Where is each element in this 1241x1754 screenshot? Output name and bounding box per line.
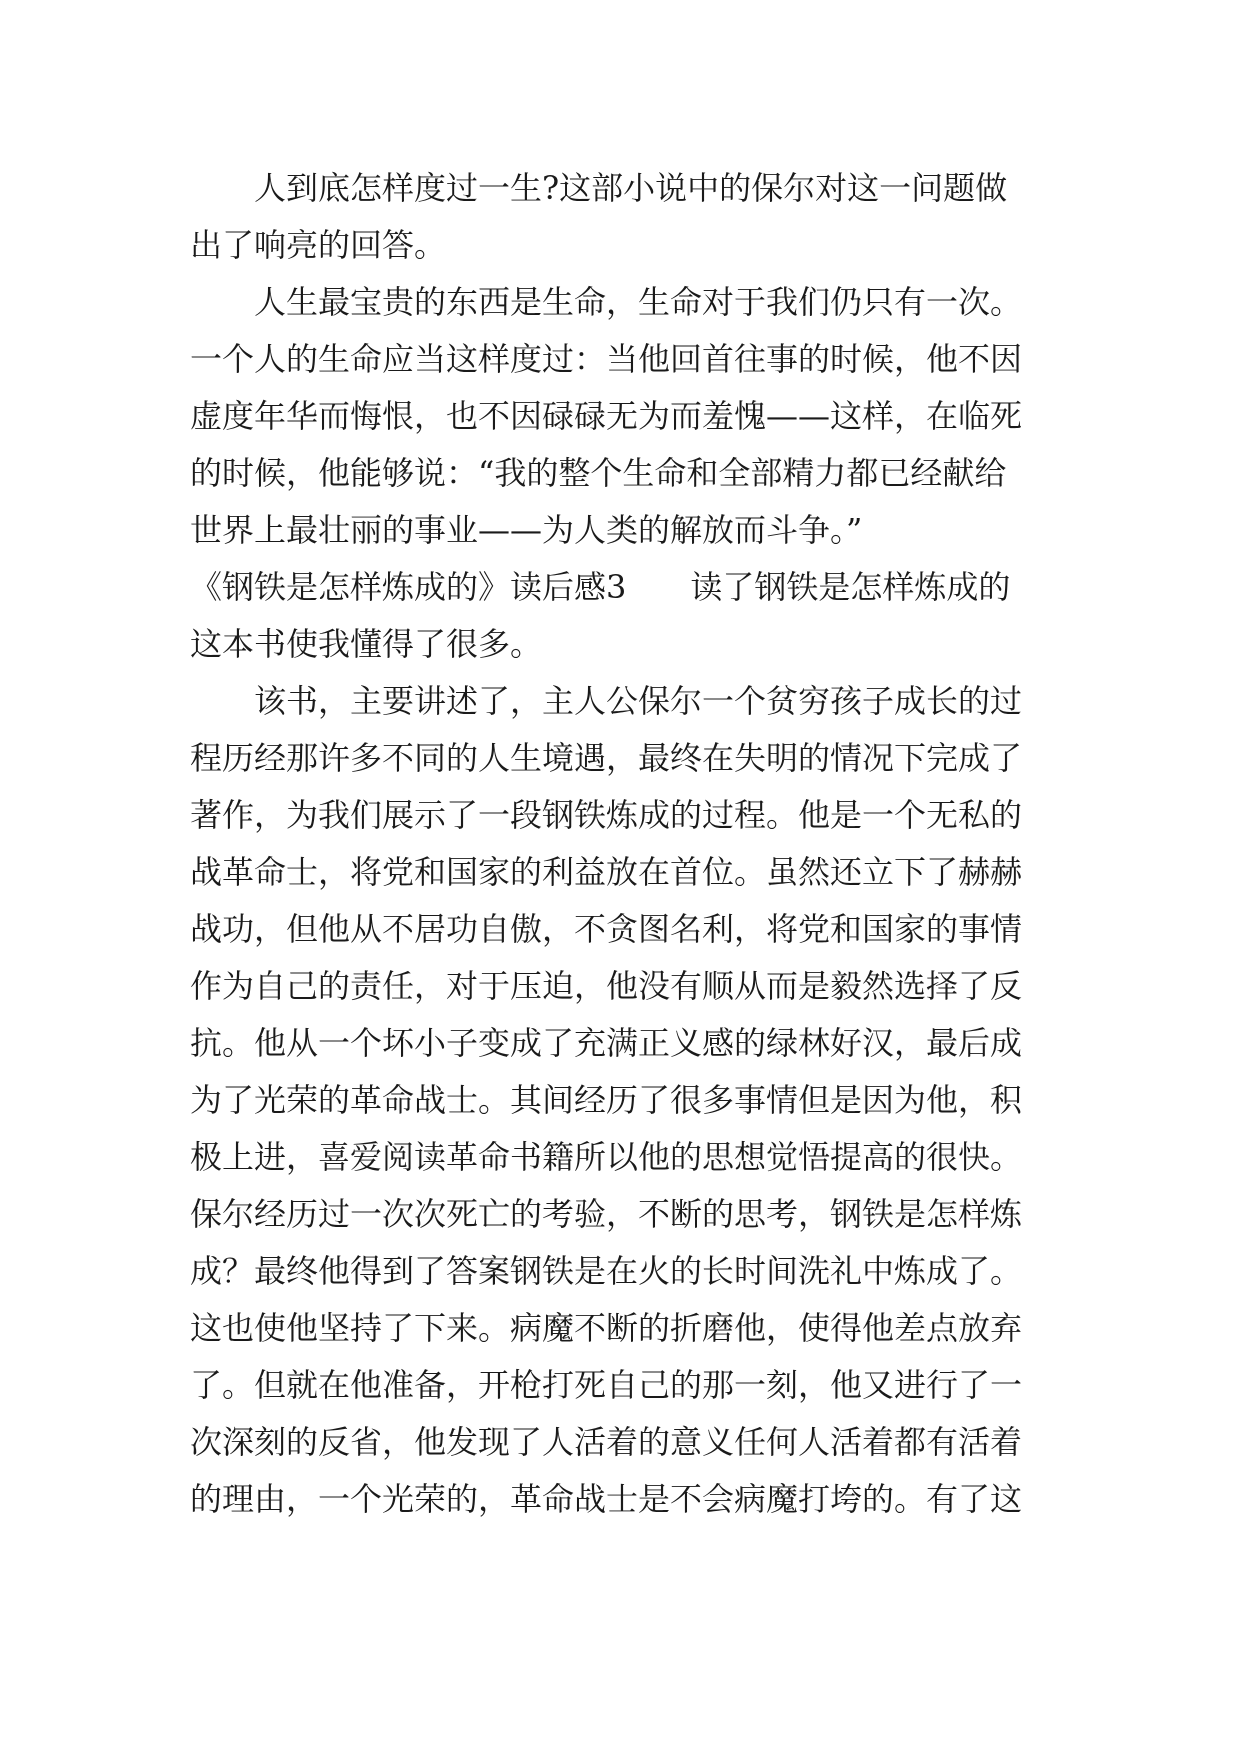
paragraph-line: 为了光荣的革命战士。其间经历了很多事情但是因为他，积	[190, 1081, 1023, 1119]
paragraph-line: 的理由，一个光荣的，革命战士是不会病魔打垮的。有了这	[190, 1480, 1023, 1518]
paragraph-line: 这也使他坚持了下来。病魔不断的折磨他，使得他差点放弃	[190, 1309, 1023, 1347]
paragraph-line: 战革命士，将党和国家的利益放在首位。虽然还立下了赫赫	[190, 853, 1023, 891]
paragraph-line: 的时候，他能够说：“我的整个生命和全部精力都已经献给	[190, 454, 1007, 492]
paragraph-line: 次深刻的反省，他发现了人活着的意义任何人活着都有活着	[190, 1423, 1023, 1461]
paragraph-line: 了。但就在他准备，开枪打死自己的那一刻，他又进行了一	[190, 1366, 1023, 1404]
paragraph-line: 该书，主要讲述了，主人公保尔一个贫穷孩子成长的过	[254, 682, 1023, 720]
paragraph-line: 人生最宝贵的东西是生命，生命对于我们仍只有一次。	[254, 283, 1023, 321]
paragraph-line: 保尔经历过一次次死亡的考验，不断的思考，钢铁是怎样炼	[190, 1195, 1023, 1233]
paragraph-line: 著作，为我们展示了一段钢铁炼成的过程。他是一个无私的	[190, 796, 1023, 834]
paragraph-line: 极上进，喜爱阅读革命书籍所以他的思想觉悟提高的很快。	[190, 1138, 1023, 1176]
paragraph-line: 出了响亮的回答。	[190, 226, 447, 264]
paragraph-line: 成？最终他得到了答案钢铁是在火的长时间洗礼中炼成了。	[190, 1252, 1023, 1290]
paragraph-line: 作为自己的责任，对于压迫，他没有顺从而是毅然选择了反	[190, 967, 1023, 1005]
paragraph-line: 抗。他从一个坏小子变成了充满正义感的绿林好汉，最后成	[190, 1024, 1023, 1062]
paragraph-line: 人到底怎样度过一生?这部小说中的保尔对这一问题做	[254, 169, 1008, 207]
paragraph-line: 这本书使我懂得了很多。	[190, 625, 543, 663]
document-body	[190, 160, 1060, 1528]
paragraph-line: 虚度年华而悔恨，也不因碌碌无为而羞愧——这样，在临死	[190, 397, 1023, 435]
paragraph-line: 程历经那许多不同的人生境遇，最终在失明的情况下完成了	[190, 739, 1023, 777]
paragraph-line: 世界上最壮丽的事业——为人类的解放而斗争。”	[190, 511, 863, 549]
paragraph-line: 一个人的生命应当这样度过：当他回首往事的时候，他不因	[190, 340, 1023, 378]
paragraph-line: 《钢铁是怎样炼成的》读后感3 读了钢铁是怎样炼成的	[190, 568, 1011, 606]
paragraph-line: 战功，但他从不居功自傲，不贪图名利，将党和国家的事情	[190, 910, 1023, 948]
